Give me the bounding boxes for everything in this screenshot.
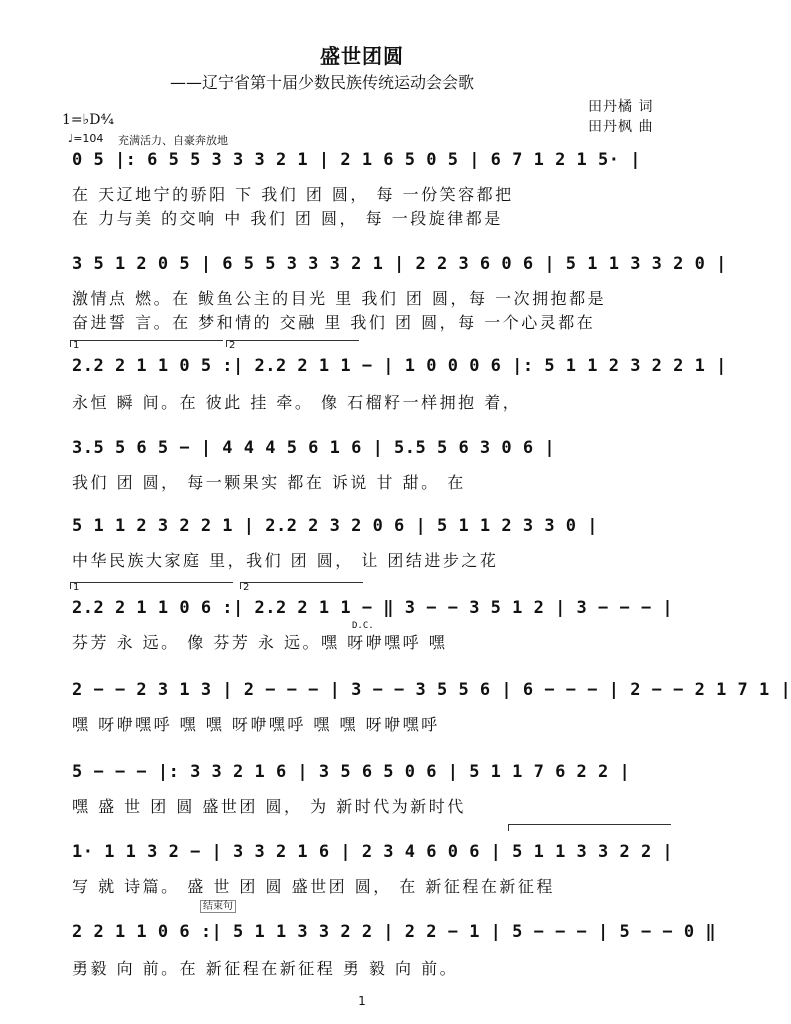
expression-marking: 充满活力、自豪奔放地	[118, 134, 228, 147]
score-notes-line: 3 5 1 2 0 5 | 6 5 5 3 3 3 2 1 | 2 2 3 6 0 6 | 5 1 1 3 3 2 0 |	[72, 254, 727, 274]
first-ending-bracket	[70, 340, 223, 351]
lyric-verse-1: 激情点 燃。在 鲅鱼公主的目光 里 我们 团 圆，每 一次拥抱都是	[72, 289, 607, 308]
lyric-line: 芬芳 永 远。 像 芬芳 永 远。嘿 呀咿嘿呼 嘿	[72, 633, 448, 652]
composer-credit: 田丹枫 曲	[588, 119, 654, 135]
lyric-line: 写 就 诗篇。 盛 世 团 圆 盛世团 圆， 在 新征程在新征程	[72, 877, 555, 896]
lyric-verse-1: 在 天辽地宁的骄阳 下 我们 团 圆， 每 一份笑容都把	[72, 185, 514, 204]
first-ending-label: 1	[73, 582, 80, 593]
song-title: 盛世团圆	[320, 44, 404, 68]
score-notes-line: 3.5 5 6 5 − | 4 4 4 5 6 1 6 | 5.5 5 6 3 0 6 |	[72, 438, 556, 458]
lyric-line: 中华民族大家庭 里，我们 团 圆， 让 团结进步之花	[72, 551, 499, 570]
score-notes-line: 2 2 1 1 0 6 :| 5 1 1 3 3 2 2 | 2 2 − 1 | 5 − − − | 5 − − 0 ‖	[72, 922, 717, 942]
score-notes-line: 0 5 |: 6 5 5 3 3 3 2 1 | 2 1 6 5 0 5 | 6 7 1 2 1 5· |	[72, 150, 641, 170]
dc-marking: D.C.	[352, 621, 374, 631]
second-ending-label: 2	[229, 340, 236, 351]
lyric-line: 嘿 盛 世 团 圆 盛世团 圆， 为 新时代为新时代	[72, 797, 466, 816]
score-notes-line: 1· 1 1 3 2 − | 3 3 2 1 6 | 2 3 4 6 0 6 | 5 1 1 3 3 2 2 |	[72, 842, 674, 862]
ending-phrase-mark: 结束句	[200, 900, 236, 913]
lyric-line: 勇毅 向 前。在 新征程在新征程 勇 毅 向 前。	[72, 959, 459, 978]
page-number: 1	[358, 994, 366, 1008]
ending-bracket	[508, 824, 671, 831]
score-notes-line: 2.2 2 1 1 0 6 :| 2.2 2 1 1 − ‖ 3 − − 3 5 1 2 | 3 − − − |	[72, 598, 674, 618]
second-ending-label: 2	[243, 582, 250, 593]
first-ending-label: 1	[73, 340, 80, 351]
score-notes-line: 5 1 1 2 3 2 2 1 | 2.2 2 3 2 0 6 | 5 1 1 2 3 3 0 |	[72, 516, 599, 536]
song-subtitle: ——辽宁省第十届少数民族传统运动会会歌	[170, 73, 475, 92]
second-ending-bracket	[240, 582, 363, 593]
score-notes-line: 5 − − − |: 3 3 2 1 6 | 3 5 6 5 0 6 | 5 1 1 7 6 2 2 |	[72, 762, 631, 782]
lyricist-credit: 田丹橘 词	[588, 99, 654, 115]
score-notes-line: 2.2 2 1 1 0 5 :| 2.2 2 1 1 − | 1 0 0 0 6 |: 5 1 1 2 3 2 2 1 |	[72, 356, 727, 376]
lyric-verse-2: 在 力与美 的交响 中 我们 团 圆， 每 一段旋律都是	[72, 209, 503, 228]
lyric-line: 我们 团 圆， 每一颗果实 都在 诉说 甘 甜。 在	[72, 473, 466, 492]
lyric-line: 永恒 瞬 间。在 彼此 挂 牵。 像 石榴籽一样拥抱 着，	[72, 393, 522, 412]
lyric-line: 嘿 呀咿嘿呼 嘿 嘿 呀咿嘿呼 嘿 嘿 呀咿嘿呼	[72, 715, 440, 734]
lyric-verse-2: 奋进誓 言。在 梦和情的 交融 里 我们 团 圆，每 一个心灵都在	[72, 313, 596, 332]
key-signature: 1=♭D⁴⁄₄	[62, 112, 115, 128]
tempo-marking: ♩=104	[68, 132, 104, 145]
second-ending-bracket	[226, 340, 359, 351]
first-ending-bracket	[70, 582, 233, 593]
score-notes-line: 2 − − 2 3 1 3 | 2 − − − | 3 − − 3 5 5 6 | 6 − − − | 2 − − 2 1 7 1 |	[72, 680, 791, 700]
